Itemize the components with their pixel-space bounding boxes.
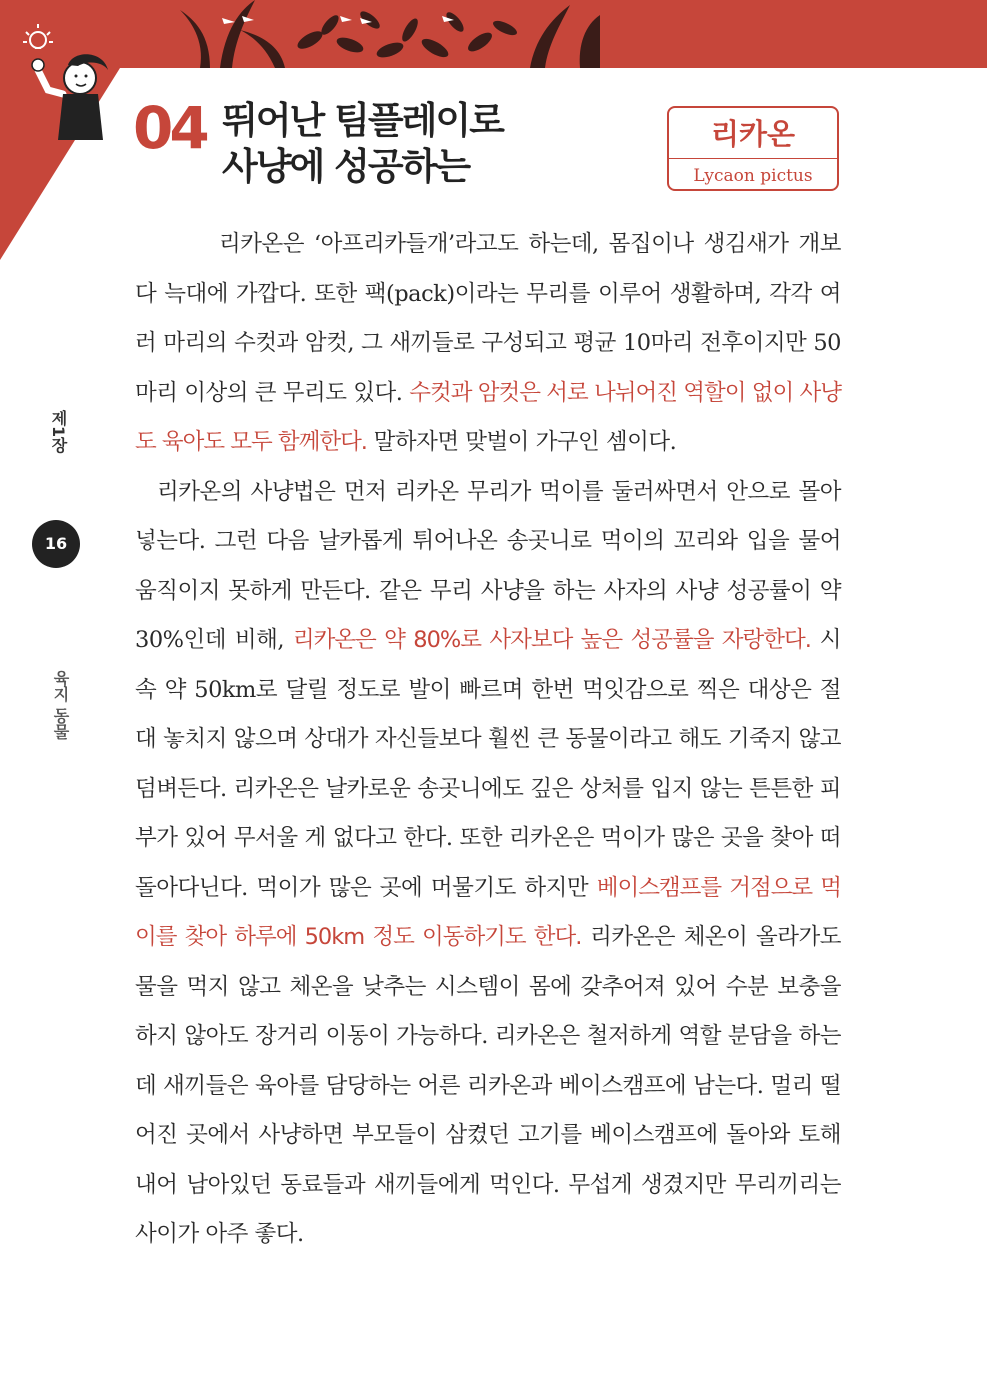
p2-highlight-2: 베이스캠프를 거점으로 먹이를 찾아 하루에 50km 정도 이동하기도 한다. xyxy=(135,874,842,950)
mascot-illustration xyxy=(8,10,118,140)
title-line-1: 뛰어난 팀플레이로 xyxy=(222,99,503,142)
p2-text-b: 시속 약 50km로 달릴 정도로 발이 빠르며 한번 먹잇감으로 찍은 대상은 절대 놓치지 않으며 상대가 자신들보다 훨씬 큰 동물이라고 해도 기죽지 않고 덤벼든다. 리카온은 날카로운 송곳니에도 깊은 상처를 입지 않는 튼튼한 피부가 있어 무서울 게 없다고 한다. 또한 리카온은 먹이가 많은 곳을 찾아 떠돌아다닌다. 먹이가 많은 곳에 머물기도 하지만 xyxy=(135,627,842,901)
p2-text-a: 리카온의 사냥법은 먼저 리카온 무리가 먹이를 둘러싸면서 안으로 몰아넣는다. 그런 다음 날카롭게 튀어나온 송곳니로 먹이의 꼬리와 입을 물어 움직이지 못하게 만든다. 같은 무리 사냥을 하는 사자의 사냥 성공률이 약 30%인데 비해, xyxy=(135,478,841,653)
sidebar-section-label: 육지 동물 xyxy=(51,670,70,740)
article-body xyxy=(135,220,841,1260)
page-number: 16 xyxy=(32,520,80,568)
p2-text-c: 리카온은 체온이 올라가도 물을 먹지 않고 체온을 낮추는 시스템이 몸에 갖추어져 있어 수분 보충을 하지 않아도 장거리 이동이 가능하다. 리카온은 철저하게 역할 분담을 하는데 새끼들은 육아를 담당하는 어른 리카온과 베이스캠프에 남는다. 멀리 떨어진 곳에서 사냥하면 부모들이 삼켰던 고기를 베이스캠프에 돌아와 토해내어 남아있던 동료들과 새끼들에게 먹인다. 무섭게 생겼지만 무리끼리는 사이가 아주 좋다. xyxy=(135,924,841,1247)
paragraph-2 xyxy=(135,468,841,1260)
chapter-title xyxy=(222,98,642,190)
sidebar-chapter-label: 제1장 xyxy=(49,410,68,454)
p1-highlight: 수컷과 암컷은 서로 나뉘어진 역할이 없이 사냥도 육아도 모두 함께한다. xyxy=(135,379,841,455)
p1-text-a: 리카온은 ‘아프리카들개’라고도 하는데, 몸집이나 생김새가 개보다 늑대에 가깝다. 또한 팩(pack)이라는 무리를 이루어 생활하며, 각각 여러 마리의 수컷과 암컷, 그 새끼들로 구성되고 평균 10마리 전후이지만 50마리 이상의 큰 무리도 있다. xyxy=(135,231,841,406)
chapter-number: 04 xyxy=(133,94,206,162)
paragraph-1 xyxy=(135,220,841,468)
species-korean-name: 리카온 xyxy=(710,117,796,151)
species-divider xyxy=(669,158,837,159)
species-latin-name: Lycaon pictus xyxy=(693,166,813,186)
species-label-box xyxy=(667,106,839,191)
p1-text-b: 말하자면 맞벌이 가구인 셈이다. xyxy=(366,429,677,455)
title-line-2: 사냥에 성공하는 xyxy=(222,145,470,188)
foliage-illustration xyxy=(180,0,600,68)
p2-highlight-1: 리카온은 약 80%로 사자보다 높은 성공률을 자랑한다. xyxy=(292,627,811,653)
